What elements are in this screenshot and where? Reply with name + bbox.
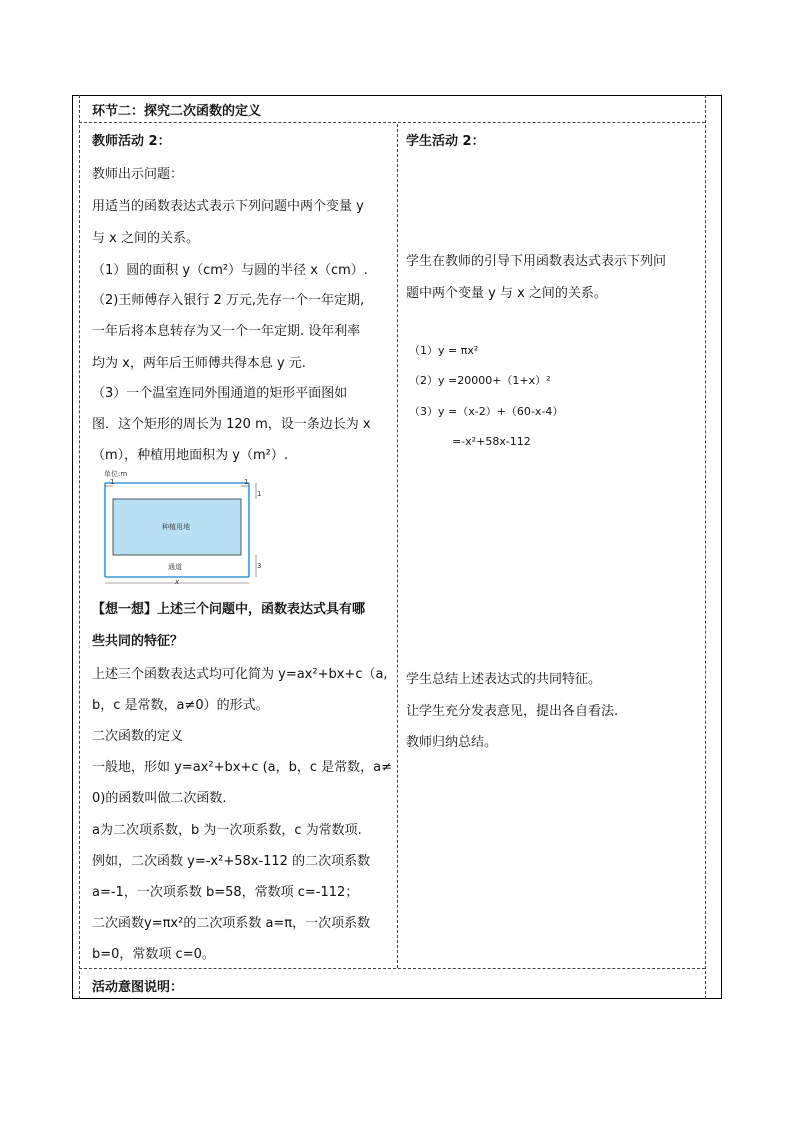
row-divider-bottom [79,968,705,969]
diagram-bottom-margin-label: 3 [257,562,262,570]
teacher-line: 例如，二次函数 y=-x²+58x-112 的二次项系数 [92,854,371,869]
teacher-line: 一般地，形如 y=ax²+bx+c (a，b，c 是常数，a≠ [92,760,393,775]
diagram-left-margin-label: 1 [110,478,115,486]
teacher-line: 二次函数的定义 [92,729,184,744]
teacher-line: 上述三个函数表达式均可化简为 y=ax²+bx+c（a, [92,667,388,682]
teacher-line: 用适当的函数表达式表示下列问题中两个变量 y [92,199,364,214]
answer-line: （2）y =20000+（1+x）² [409,374,551,387]
student-summary-line: 教师归纳总结。 [406,735,498,750]
teacher-line: （2)王师傅存入银行 2 万元,先存一个一年定期, [92,293,365,308]
teacher-line: 0)的函数叫做二次函数. [92,791,227,806]
diagram-plot-label: 种植用地 [162,523,190,531]
row-divider-top [79,122,705,123]
teacher-line: 二次函数y=πx²的二次项系数 a=π，一次项系数 [92,916,371,931]
teacher-line: （1）圆的面积 y（cm²）与圆的半径 x（cm）. [92,263,368,278]
column-divider [397,124,398,968]
right-dashed-border [705,95,706,999]
diagram-x-label: x [175,578,180,586]
section-title: 环节二：探究二次函数的定义 [92,104,262,119]
think-line: 些共同的特征？ [92,634,184,649]
teacher-line: 教师出示问题： [92,167,184,182]
student-intro-line: 题中两个变量 y 与 x 之间的关系。 [406,286,607,301]
student-summary-line: 让学生充分发表意见，提出各自看法. [406,704,619,719]
teacher-activity-heading: 教师活动 2： [92,134,171,149]
teacher-line: a为二次项系数，b 为一次项系数，c 为常数项. [92,823,362,838]
teacher-line: a=-1，一次项系数 b=58，常数项 c=-112； [92,885,359,900]
answer-line: （1）y = πx² [409,344,479,357]
left-dashed-border [79,95,80,999]
teacher-line: 均为 x，两年后王师傅共得本息 y 元. [92,356,306,371]
student-summary-line: 学生总结上述表达式的共同特征。 [406,672,602,687]
student-intro-line: 学生在教师的引导下用函数表达式表示下列问 [406,254,667,269]
teacher-line: 一年后将本息转存为又一个一年定期. 设年利率 [92,324,361,339]
diagram-path-label: 通道 [168,563,182,571]
teacher-line: 图．这个矩形的周长为 120 m，设一条边长为 x [92,417,371,432]
student-activity-heading: 学生活动 2： [406,134,485,149]
teacher-line: b=0，常数项 c=0。 [92,947,215,962]
diagram-right-margin-label: 1 [244,478,249,486]
activity-intent-label: 活动意图说明： [92,980,184,995]
teacher-line: b，c 是常数，a≠0）的形式。 [92,698,269,713]
diagram-top-margin-label: 1 [257,490,262,498]
answer-line: （3）y =（x-2）+（60-x-4） [409,405,564,418]
teacher-line: （3）一个温室连同外围通道的矩形平面图如 [92,386,348,401]
teacher-line: （m），种植用地面积为 y（m²）. [92,448,288,463]
think-line: 【想一想】上述三个问题中，函数表达式具有哪 [92,602,366,617]
diagram-unit-label: 单位:m [104,470,128,478]
teacher-line: 与 x 之间的关系。 [92,231,199,246]
answer-line: =-x²+58x-112 [452,435,531,448]
